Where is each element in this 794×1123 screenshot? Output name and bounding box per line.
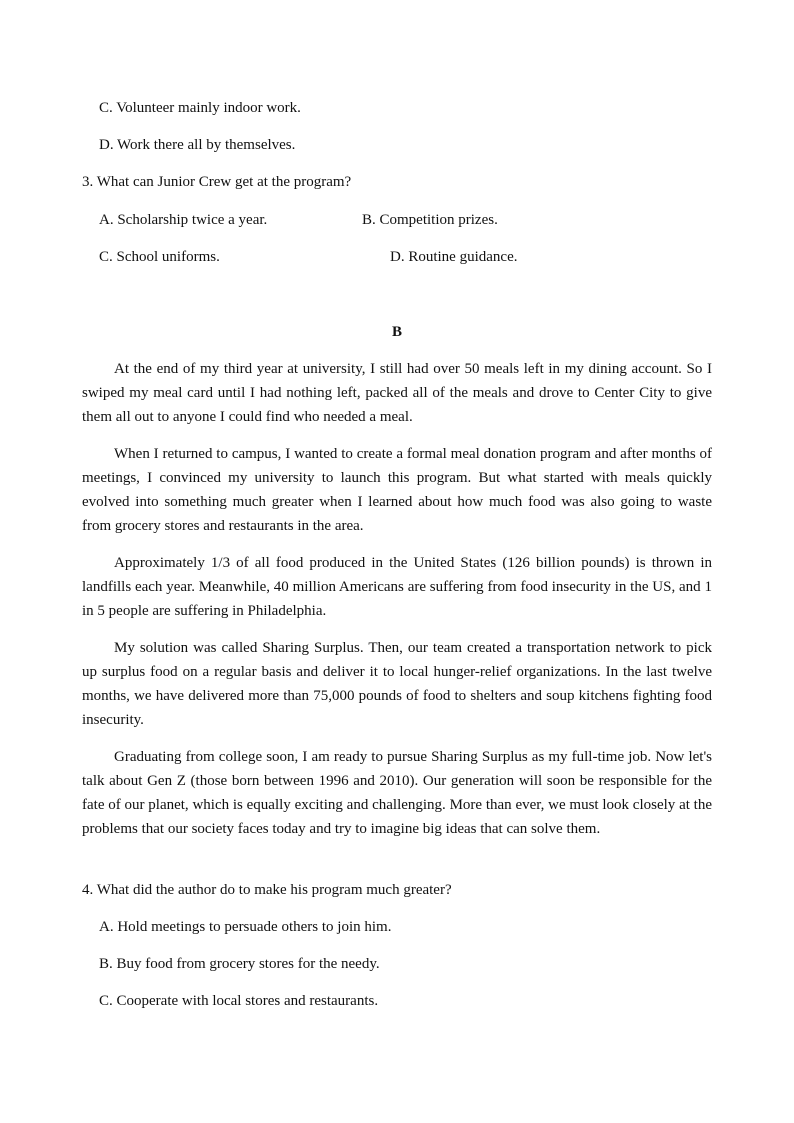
passage-paragraph-1: At the end of my third year at university, I still had over 50 meals left in my dining account. So I swiped my meal card until I had nothing left, packed all of the meals and drove to Center City to give them all out to anyone I could find who needed a meal. [82,361,712,425]
option-4c: C. Cooperate with local stores and restaurants. [99,993,379,1009]
option-4b: B. Buy food from grocery stores for the needy. [99,956,380,972]
option-3c: C. School uniforms. [99,249,220,265]
passage-paragraph-2: When I returned to campus, I wanted to create a formal meal donation program and after months of meetings, I convinced my university to launch this program. But what started with meals quickly evolved into something much greater when I learned about how much food was also going to waste from grocery stores and restaurants in the area. [82,446,712,534]
passage-paragraph-5: Graduating from college soon, I am ready to pursue Sharing Surplus as my full-time job. Now let's talk about Gen Z (those born between 1996 and 2010). Our generation will soon be responsible for the fate of our planet, which is equally exciting and challenging. More than ever, we must look closely at the problems that our society faces today and try to imagine big ideas that can solve them. [82,749,712,837]
option-3a: A. Scholarship twice a year. [99,212,268,228]
section-b-heading: B [391,324,402,340]
passage-paragraph-3: Approximately 1/3 of all food produced in the United States (126 billion pounds) is thrown in landfills each year. Meanwhile, 40 million Americans are suffering from food insecurity in the US, and 1 in 5 people are suffering in Philadelphia. [82,555,712,619]
passage-paragraph-4: My solution was called Sharing Surplus. Then, our team created a transportation network to pick up surplus food on a regular basis and deliver it to local hunger-relief organizations. In the last twelve months, we have delivered more than 75,000 pounds of food to shelters and soup kitchens fighting food insecurity. [82,640,712,728]
question-3-stem: 3. What can Junior Crew get at the program? [82,174,352,190]
option-3d: D. Routine guidance. [390,249,518,265]
option-3b: B. Competition prizes. [362,212,498,228]
option-2d: D. Work there all by themselves. [99,137,296,153]
option-4a: A. Hold meetings to persuade others to join him. [99,919,392,935]
question-4-stem: 4. What did the author do to make his program much greater? [82,882,452,898]
option-2c: C. Volunteer mainly indoor work. [99,100,301,116]
